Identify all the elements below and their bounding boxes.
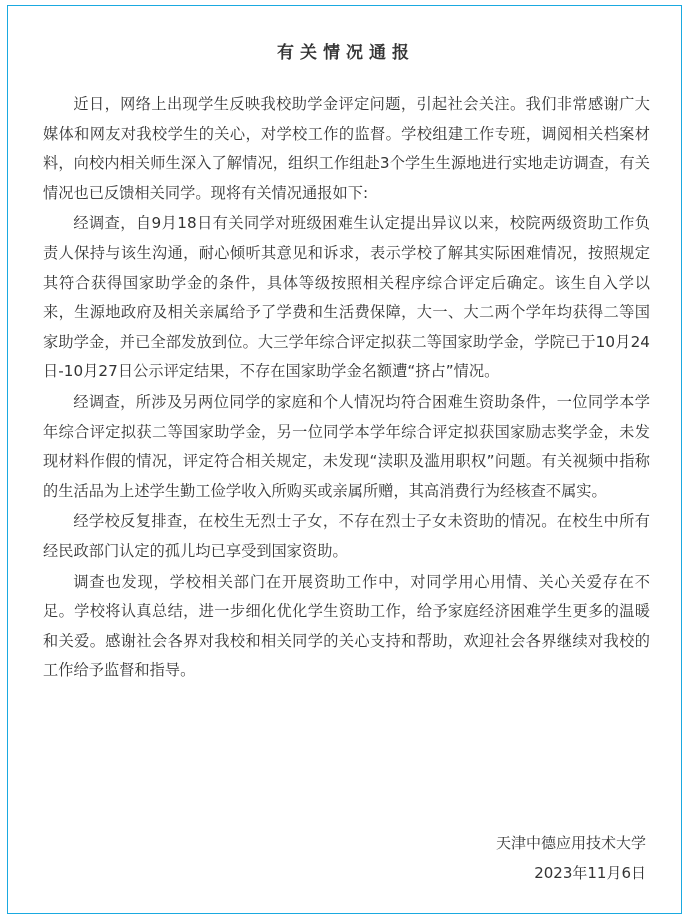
paragraph-investigation-3: 经学校反复排查，在校生无烈士子女，不存在烈士子女未资助的情况。在校生中所有经民政部门认定的孤儿均已享受到国家资助。 xyxy=(43,512,650,560)
paragraph-investigation-2: 经调查，所涉及另两位同学的家庭和个人情况均符合困难生资助条件，一位同学本学年综合评定拟获二等国家助学金，另一位同学本学年综合评定拟获国家励志奖学金，未发现材料作假的情况，评定符合相关规定，未发现“渎职及滥用职权”问题。有关视频中指称的生活品为上述学生勤工俭学收入所购买或亲属所赠，其高消费行为经核查不属实。 xyxy=(43,392,650,500)
notice-body xyxy=(43,90,650,687)
signature-date: 2023年11月6日 xyxy=(534,864,646,882)
paragraph-conclusion: 调查也发现，学校相关部门在开展资助工作中，对同学用心用情、关心关爱存在不足。学校将认真总结，进一步细化优化学生资助工作，给予家庭经济困难学生更多的温暖和关爱。感谢社会各界对我校和相关同学的关心支持和帮助，欢迎社会各界继续对我校的工作给予监督和指导。 xyxy=(43,572,650,680)
paragraph-investigation-1: 经调查，自9月18日有关同学对班级困难生认定提出异议以来，校院两级资助工作负责人保持与该生沟通，耐心倾听其意见和诉求，表示学校了解其实际困难情况，按照规定其符合获得国家助学金的条件，具体等级按照相关程序综合评定后确定。该生自入学以来，生源地政府及相关亲属给予了学费和生活费保障，大一、大二两个学年均获得二等国家助学金，并已全部发放到位。大三学年综合评定拟获二等国家助学金，学院已于10月24日-10月27日公示评定结果，不存在国家助学金名额遭“挤占”情况。 xyxy=(43,214,650,381)
paragraph-intro: 近日，网络上出现学生反映我校助学金评定问题，引起社会关注。我们非常感谢广大媒体和网友对我校学生的关心，对学校工作的监督。学校组建工作专班，调阅相关档案材料，向校内相关师生深入了解情况，组织工作组赴3个学生生源地进行实地走访调查，有关情况也已反馈相关同学。现将有关情况通报如下: xyxy=(43,95,650,202)
notice-title: 有关情况通报 xyxy=(277,43,415,63)
signature-block xyxy=(496,828,646,888)
signature-organization: 天津中德应用技术大学 xyxy=(495,834,646,852)
